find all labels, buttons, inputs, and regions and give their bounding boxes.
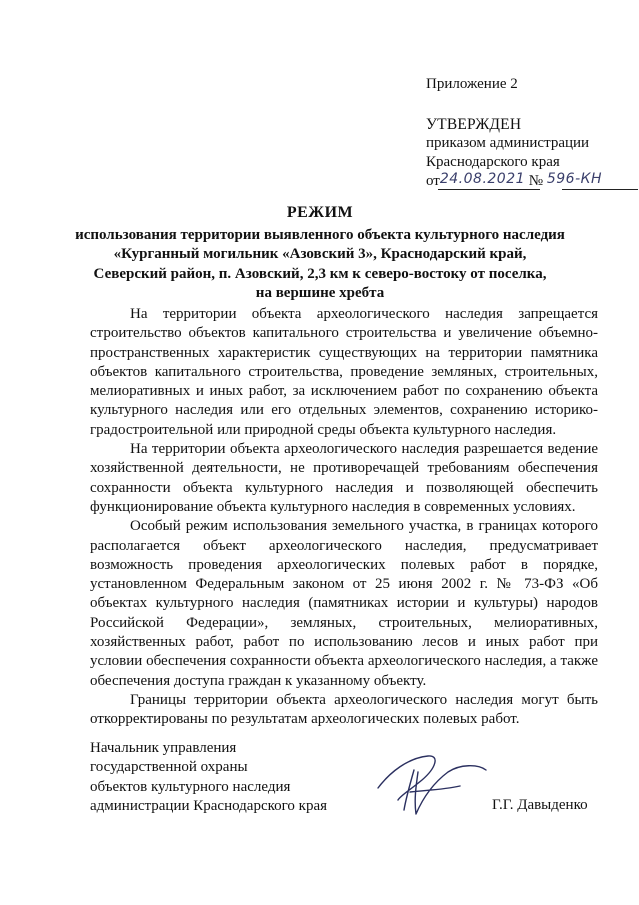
order-number-handwritten: 596-КН bbox=[546, 171, 603, 187]
order-number-label: № bbox=[528, 173, 544, 189]
title-main: РЕЖИМ bbox=[286, 204, 354, 221]
document-body bbox=[90, 305, 598, 730]
approved-heading: УТВЕРЖДЕН bbox=[426, 116, 522, 133]
approval-block bbox=[426, 115, 602, 194]
date-underline bbox=[438, 189, 540, 190]
appendix-label: Приложение 2 bbox=[426, 76, 518, 92]
title-line: «Курганный могильник «Азовский 3», Краснодарский край, bbox=[113, 246, 527, 262]
position-line: объектов культурного наследия bbox=[90, 778, 291, 795]
title-line: Северский район, п. Азовский, 2,3 км к северо-востоку от поселка, bbox=[93, 265, 547, 282]
approved-line: приказом администрации bbox=[426, 135, 590, 151]
body-paragraph: На территории объекта археологического наследия запрещается строительство объектов капитального строительства и увеличение объемно-пространственных характеристик существующих на территории памятника объектов капитального строительства, проведение земляных, строительных, мелиоративных и иных работ, за исключением работ по сохранению объекта культурного наследия или его отдельных элементов, сохранению историко-градостроительной или природной среды объекта культурного наследия. bbox=[90, 306, 598, 438]
order-prefix: от bbox=[426, 173, 440, 189]
handwritten-signature bbox=[370, 750, 490, 820]
signatory-name: Г.Г. Давыденко bbox=[492, 797, 588, 813]
body-paragraph: Границы территории объекта археологического наследия могут быть откорректированы по результатам археологических полевых работ. bbox=[90, 691, 598, 728]
signatory-position bbox=[90, 739, 327, 816]
body-paragraph: Особый режим использования земельного участка, в границах которого располагается объект археологического наследия, предусматривает возможность проведения археологических полевых работ в порядке, установленном Федеральным законом от 25 июня 2002 г. № 73-ФЗ «Об объектах культурного наследия (памятниках истории и культуры) народов Российской Федерации», земляных, строительных, мелиоративных, хозяйственных работ, работ по использованию лесов и иных работ при условии обеспечения сохранности объекта археологического наследия, а также обеспечения доступа граждан к указанному объекту. bbox=[90, 518, 598, 689]
body-paragraph: На территории объекта археологического наследия разрешается ведение хозяйственной деятельности, не противоречащей требованиям обеспечения сохранности объекта культурного наследия и позволяющей обеспечить функционирование объекта культурного наследия в современных условиях. bbox=[90, 441, 598, 515]
title-line: на вершине хребта bbox=[255, 285, 385, 301]
position-line: государственной охраны bbox=[90, 759, 248, 776]
approved-line: Краснодарского края bbox=[426, 154, 560, 170]
number-underline bbox=[562, 189, 638, 190]
title-line: использования территории выявленного объекта культурного наследия bbox=[75, 226, 565, 243]
order-reference bbox=[426, 172, 602, 194]
order-date-handwritten: 24.08.2021 bbox=[439, 171, 526, 187]
document-title bbox=[60, 203, 580, 304]
position-line: Начальник управления bbox=[90, 740, 237, 756]
position-line: администрации Краснодарского края bbox=[90, 797, 328, 814]
